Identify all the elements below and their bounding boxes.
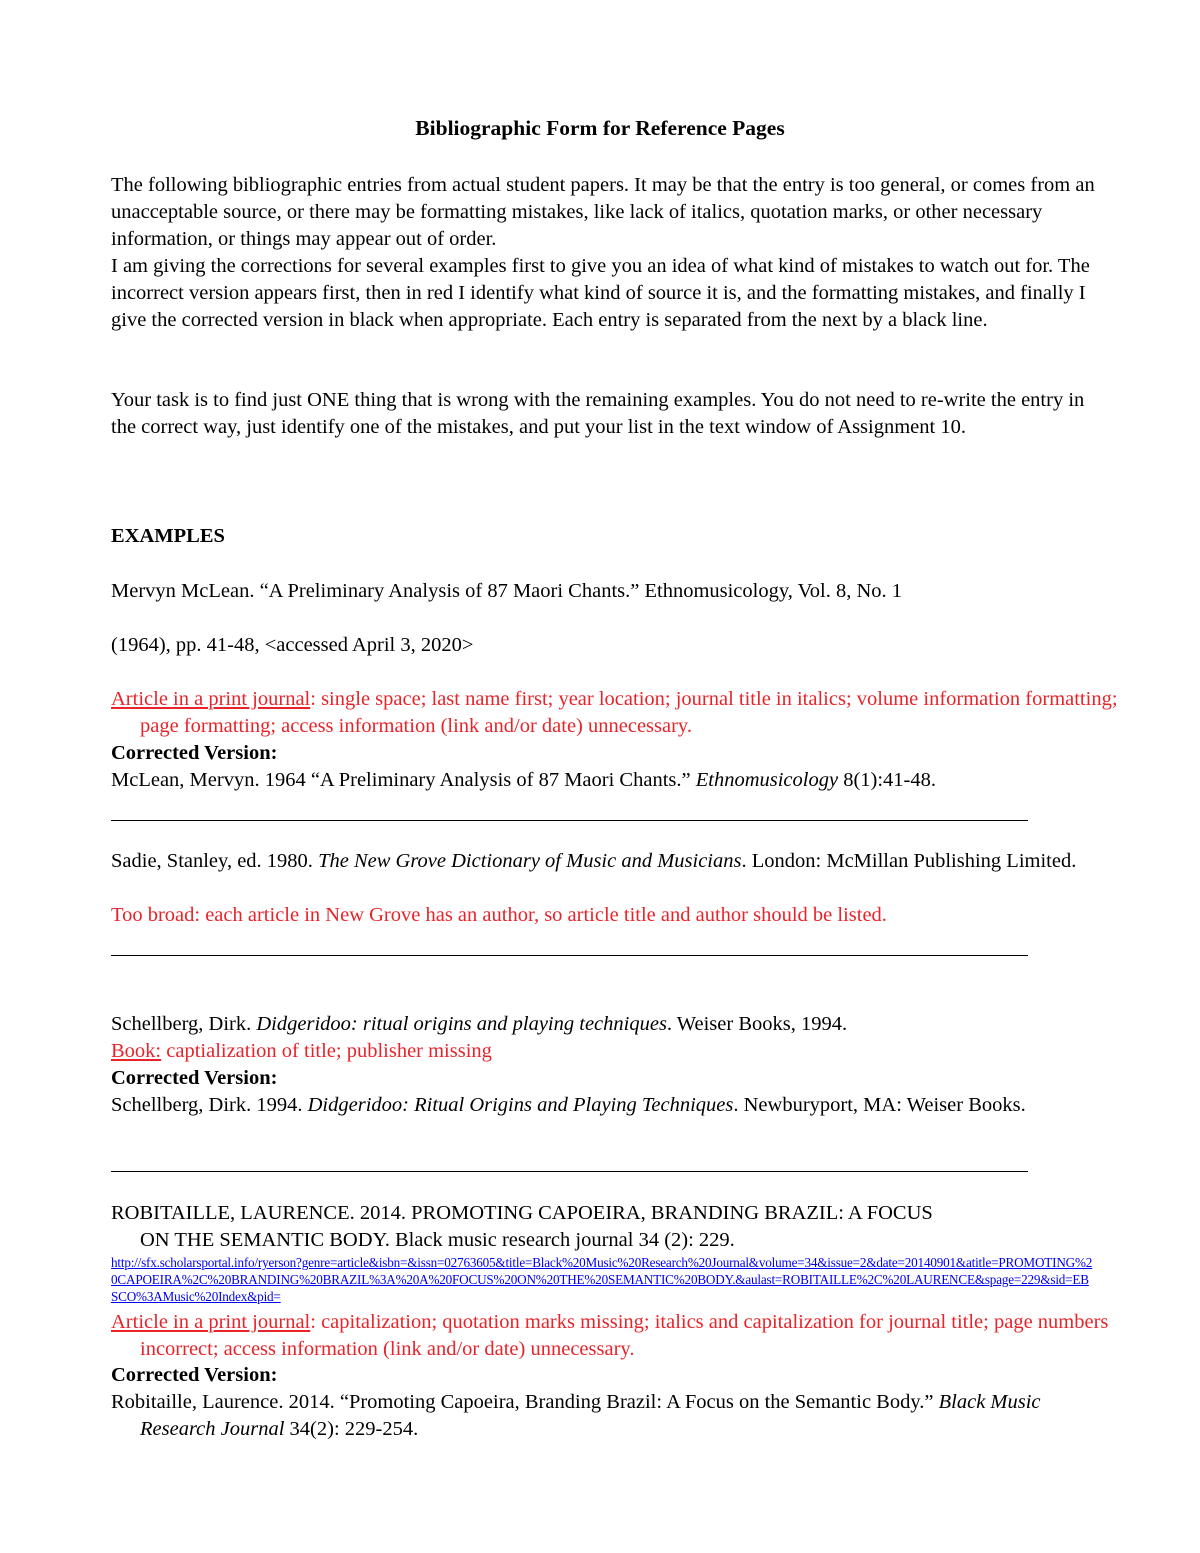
critique-text: captialization of title; publisher missing [161, 1040, 492, 1062]
intro-paragraph-3: Your task is to find just ONE thing that is wrong with the remaining examples. You do not need to re-write the entry in the correct way, just identify one of the mistakes, and put your list in the text window of Assignment 10. [111, 389, 1085, 438]
example-4-line-2: ON THE SEMANTIC BODY. Black music research journal 34 (2): 229. [140, 1229, 735, 1251]
example-2-entry [111, 848, 1100, 875]
example-1-line-1: Mervyn McLean. “A Preliminary Analysis of 87 Maori Chants.” Ethnomusicology, Vol. 8, No. 1 [111, 580, 903, 602]
example-4-corrected [111, 1389, 1100, 1443]
entry-italic-title: The New Grove Dictionary of Music and Musicians [318, 850, 742, 872]
entry-text: Schellberg, Dirk. [111, 1013, 257, 1035]
source-type-label: Book: [111, 1040, 162, 1062]
corrected-text: Schellberg, Dirk. 1994. [111, 1094, 308, 1116]
source-type-label: Article in a print journal [111, 1311, 311, 1333]
corrected-italic-title: Ethnomusicology [695, 769, 839, 791]
intro-paragraph-2: I am giving the corrections for several examples first to give you an idea of what kind of mistakes to watch out for. The incorrect version appears first, then in red I identify what kind of source it is, and the formatting mistakes, and finally I give the corrected version in black when appropriate. Each entry is separated from the next by a black line. [111, 255, 1090, 331]
corrected-version-label: Corrected Version: [111, 1364, 278, 1386]
corrected-text-end: . Newburyport, MA: Weiser Books. [733, 1094, 1026, 1116]
corrected-version-label: Corrected Version: [111, 742, 278, 764]
entry-text-end: . London: McMillan Publishing Limited. [741, 850, 1077, 872]
example-1-line-2: (1964), pp. 41-48, <accessed April 3, 2020> [111, 634, 474, 656]
corrected-italic-title: Black Music Research Journal [140, 1391, 1041, 1440]
examples-heading: EXAMPLES [111, 525, 225, 547]
corrected-text: McLean, Mervyn. 1964 “A Preliminary Analysis of 87 Maori Chants.” [111, 769, 696, 791]
example-2-critique: Too broad: each article in New Grove has an author, so article title and author should be listed. [111, 904, 887, 926]
entry-text-end: . Weiser Books, 1994. [666, 1013, 848, 1035]
corrected-text-end: 8(1):41-48. [838, 769, 937, 791]
corrected-text-end: 34(2): 229-254. [284, 1418, 419, 1440]
example-4-url-link[interactable]: http://sfx.scholarsportal.info/ryerson?genre=article&isbn=&issn=02763605&title=Black%20Music%20Research%20Journal&volume=34&issue=2&date=20140901&atitle=PROMOTING%20CAPOEIRA%2C%20BRANDING%20BRAZIL%3A%20A%20FOCUS%20ON%20THE%20SEMANTIC%20BODY.&aulast=ROBITAILLE%2C%20LAURENCE&spage=229&sid=EBSCO%3AMusic%20Index&pid= [111, 1255, 1093, 1304]
example-3-critique [111, 1038, 1101, 1065]
example-4-line-1: ROBITAILLE, LAURENCE. 2014. PROMOTING CAPOEIRA, BRANDING BRAZIL: A FOCUS [111, 1202, 933, 1224]
entry-text: Sadie, Stanley, ed. 1980. [111, 850, 319, 872]
separator-line [111, 955, 1028, 956]
critique-text: : single space; last name first; year location; journal title in italics; volume information formatting; page formatting; access information (link and/or date) unnecessary. [140, 688, 1118, 737]
intro-paragraph-1: The following bibliographic entries from actual student papers. It may be that the entry is too general, or comes from an unacceptable source, or there may be formatting mistakes, like lack of italics, quotation marks, or other necessary information, or things may appear out of order. [111, 174, 1095, 250]
corrected-italic-title: Didgeridoo: Ritual Origins and Playing Techniques [307, 1094, 734, 1116]
entry-italic-title: Didgeridoo: ritual origins and playing techniques [256, 1013, 667, 1035]
separator-line [111, 820, 1028, 821]
corrected-text: Robitaille, Laurence. 2014. “Promoting Capoeira, Branding Brazil: A Focus on the Semantic Body.” [111, 1391, 939, 1413]
example-1-critique [111, 686, 1130, 740]
corrected-version-label: Corrected Version: [111, 1067, 278, 1089]
example-1-corrected [111, 767, 1101, 794]
separator-line [111, 1171, 1028, 1172]
page-title: Bibliographic Form for Reference Pages [415, 116, 785, 140]
example-4-critique [111, 1309, 1130, 1363]
source-type-label: Article in a print journal [111, 688, 311, 710]
example-3-entry [111, 1011, 1101, 1038]
critique-text: : capitalization; quotation marks missing; italics and capitalization for journal title; page numbers incorrect; access information (link and/or date) unnecessary. [140, 1311, 1109, 1360]
example-3-corrected [111, 1092, 1106, 1119]
